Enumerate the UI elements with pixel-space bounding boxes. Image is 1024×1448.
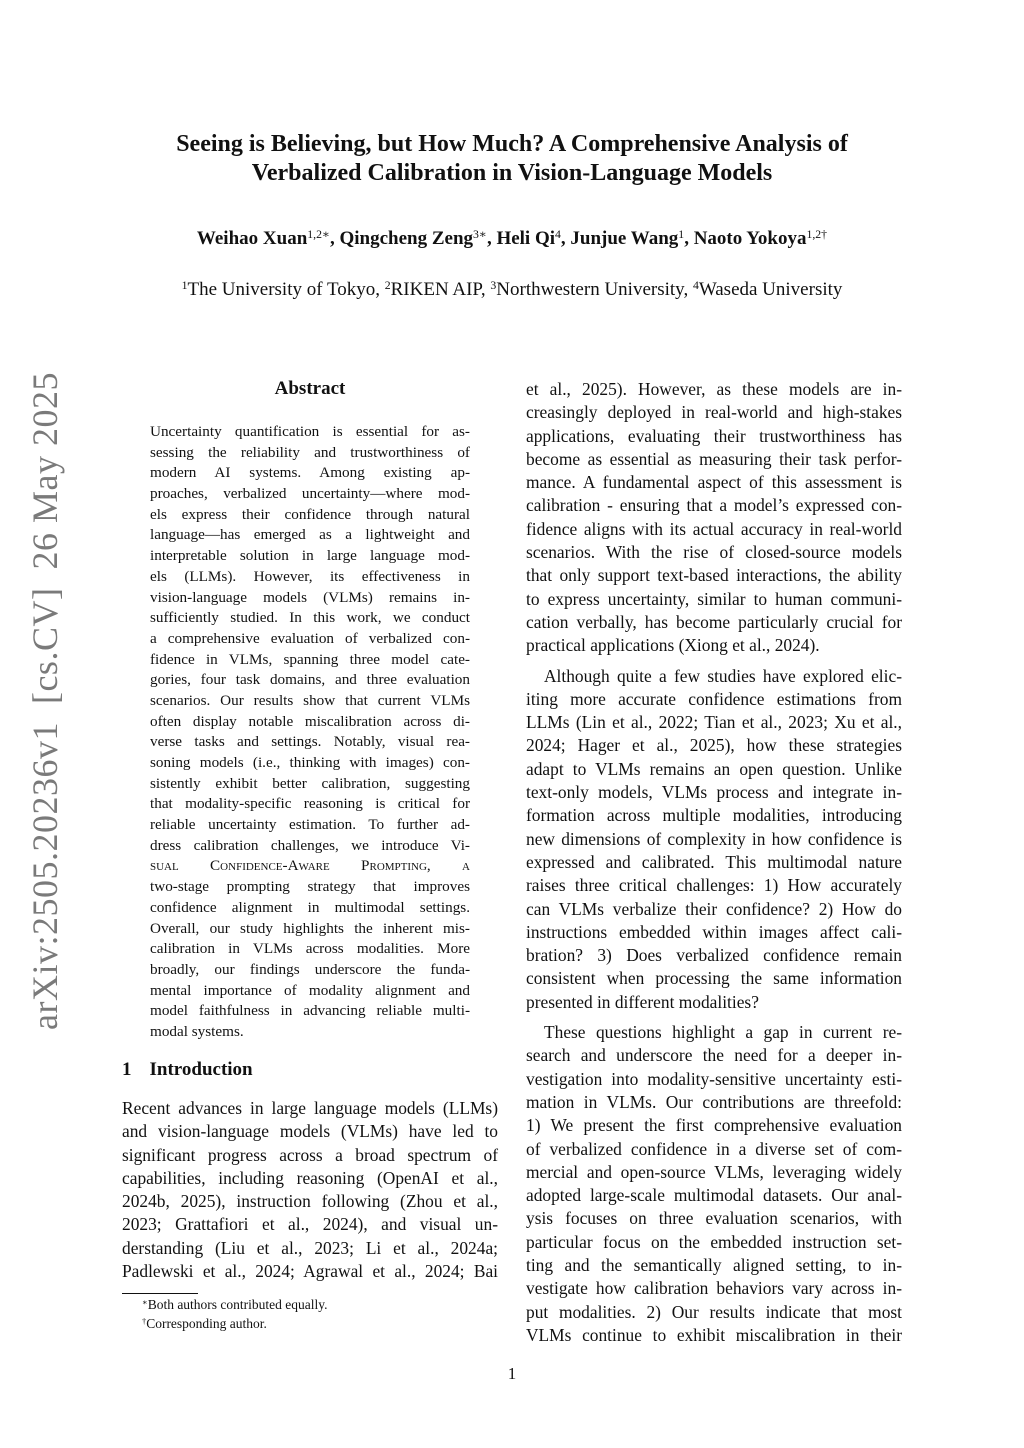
body-line: scenarios. With the rise of closed-source models (526, 542, 902, 563)
abstract-line: two-stage prompting strategy that improves (150, 878, 470, 896)
abstract-line: confidence alignment in multimodal settings. (150, 898, 470, 916)
body-line: particular focus on the embedded instruction set- (526, 1231, 902, 1252)
abstract-line: dress calibration challenges, we introduce Vi- (150, 836, 470, 854)
body-line: can VLMs verbalize their confidence? 2) How do (526, 898, 902, 919)
body-line: put modalities. 2) Our results indicate that most (526, 1301, 902, 1322)
abstract-line: model faithfulness in advancing reliable multi- (150, 1002, 470, 1020)
affil-separator: , (683, 279, 693, 300)
section-title: Introduction (149, 1059, 253, 1080)
body-line: practical applications (Xiong et al., 2024). (526, 635, 820, 656)
body-line: bration? 3) Does verbalized confidence remain (526, 945, 902, 966)
body-line: 1) We present the first comprehensive evaluation (526, 1115, 902, 1136)
intro-line: Recent advances in large language models (LLMs) (122, 1098, 498, 1118)
body-line: that only support text-based interactions, the ability (526, 565, 902, 586)
body-line: consistent when processing the same information (526, 968, 902, 989)
author-affil-mark: 4 (555, 228, 561, 242)
intro-line: 2023; Grattafiori et al., 2024), and visual un- (122, 1214, 498, 1235)
author-name: Qingcheng Zeng (339, 228, 474, 249)
section-number: 1 (122, 1059, 132, 1080)
abstract-line: proaches, verbalized uncertainty—where mod- (150, 485, 470, 503)
body-line: These questions highlight a gap in current re- (544, 1022, 902, 1043)
abstract-line: reliable uncertainty estimation. To further ad- (150, 816, 470, 834)
abstract-line: gories, four task domains, and three evaluation (150, 671, 470, 689)
affil-name: RIKEN AIP (390, 279, 481, 300)
abstract-line: modern AI systems. Among existing ap- (150, 464, 470, 482)
author-name: Heli Qi (496, 228, 556, 249)
author-affil-mark: 1,2† (806, 228, 828, 242)
abstract-line: language—has emerged as a lightweight and (150, 526, 470, 544)
body-line: adopted large-scale multimodal datasets. Our anal- (526, 1185, 902, 1206)
footnote-text: Corresponding author. (146, 1316, 267, 1331)
body-line: mation in VLMs. Our contributions are threefold: (526, 1091, 902, 1112)
abstract-line: soning models (i.e., thinking with images) con- (150, 754, 470, 771)
body-line: mercial and open-source VLMs, leveraging widely (526, 1161, 902, 1182)
abstract-line: sufficiently studied. In this work, we conduct (150, 609, 470, 627)
body-line: calibration - ensuring that a model’s expressed con- (526, 495, 902, 516)
body-line: vestigate how calibration behaviors vary across in- (526, 1278, 902, 1299)
abstract-line: Uncertainty quantification is essential for as- (150, 423, 470, 440)
body-line: ysis focuses on three evaluation scenarios, with (526, 1208, 902, 1229)
affil-mark: 4 (692, 279, 699, 293)
footnote-text: Both authors contributed equally. (147, 1297, 328, 1312)
body-line: instructions embedded within images affect cali- (526, 921, 902, 942)
body-line: text-only models, VLMs process and integrate in- (526, 782, 902, 803)
footnote-rule (122, 1293, 198, 1294)
intro-line: derstanding (Liu et al., 2023; Li et al., 2024a; (122, 1237, 498, 1258)
body-line: adapt to VLMs remains an open question. Unlike (526, 758, 902, 779)
abstract-line: els express their confidence through natural (150, 505, 470, 523)
abstract-line: Overall, our study highlights the inherent mis- (150, 919, 470, 937)
arxiv-date: 26 May 2025 (25, 372, 65, 570)
intro-paragraph (122, 1097, 498, 1283)
author-list (60, 228, 964, 250)
body-line: creasingly deployed in real-world and high-stakes (526, 402, 902, 423)
paragraph (526, 378, 902, 658)
right-column (526, 378, 902, 1347)
author-affil-mark: 1 (678, 228, 685, 242)
affil-name: Waseda University (698, 279, 843, 300)
arxiv-id: arXiv:2505.20236v1 (25, 722, 65, 1030)
abstract-line: broadly, our findings underscore the funda- (150, 960, 470, 978)
arxiv-sidebar-stamp (24, 372, 68, 1030)
body-line: vestigation into modality-sensitive uncertainty esti- (526, 1068, 902, 1089)
intro-line: 2024b, 2025), instruction following (Zhou et al., (122, 1191, 498, 1212)
section-heading (122, 1059, 253, 1081)
author-name: Weihao Xuan (196, 228, 308, 249)
body-line: expressed and calibrated. This multimodal nature (526, 851, 902, 872)
author-name: Junjue Wang (570, 228, 679, 249)
body-line: LLMs (Lin et al., 2022; Tian et al., 2023; Xu et al., (526, 712, 902, 733)
page-number: 1 (507, 1364, 517, 1383)
abstract-line: calibration in VLMs across modalities. More (150, 940, 470, 958)
author-name: Naoto Yokoya (693, 228, 807, 249)
abstract-line: that modality-specific reasoning is critical for (150, 795, 470, 813)
footnote (142, 1316, 267, 1332)
body-line: et al., 2025). However, as these models are in- (526, 379, 902, 399)
affil-name: The University of Tokyo (187, 279, 376, 300)
body-line: fidence aligns with its actual accuracy in real-world (526, 518, 902, 539)
abstract-line: verse tasks and settings. Notably, visual rea- (150, 733, 470, 751)
footnote-mark: ∗ (142, 1297, 148, 1307)
affil-name: Northwestern University (496, 279, 684, 300)
intro-line: capabilities, including reasoning (OpenAI et al., (122, 1167, 498, 1188)
affil-separator: , (480, 279, 491, 300)
abstract-line: fidence in VLMs, spanning three model cate- (150, 650, 470, 668)
body-line: applications, evaluating their trustworthiness has (526, 425, 902, 446)
author-affil-mark: 3∗ (473, 228, 487, 242)
abstract-line: often display notable miscalibration across di- (150, 712, 470, 730)
abstract-line: mental importance of modality alignment and (150, 981, 470, 999)
affil-mark: 3 (490, 279, 497, 293)
body-line: to express uncertainty, similar to human communi- (526, 588, 902, 609)
author-separator: , (329, 228, 340, 249)
abstract-line: sessing the reliability and trustworthiness of (150, 443, 470, 461)
body-line: raises three critical challenges: 1) How accurately (526, 875, 902, 896)
intro-line: Padlewski et al., 2024; Agrawal et al., 2024; Bai (122, 1261, 498, 1282)
paragraph (526, 665, 902, 1014)
intro-line: and vision-language models (VLMs) have led to (122, 1121, 498, 1142)
body-line: cation verbally, has become particularly crucial for (526, 611, 902, 632)
author-separator: , (560, 228, 571, 249)
title-line-2: Verbalized Calibration in Vision-Language Models (251, 160, 773, 186)
abstract-line: vision-language models (VLMs) remains in- (150, 588, 470, 606)
author-affil-mark: 1,2∗ (307, 228, 330, 242)
affil-mark: 2 (384, 279, 391, 293)
body-line: new dimensions of complexity in how confidence is (526, 828, 902, 849)
intro-line: significant progress across a broad spectrum of (122, 1144, 498, 1165)
abstract-line: scenarios. Our results show that current VLMs (150, 691, 470, 709)
body-line: search and underscore the need for a deeper in- (526, 1045, 902, 1066)
abstract-line: a comprehensive evaluation of verbalized con- (150, 629, 470, 647)
body-line: mance. A fundamental aspect of this assessment is (526, 472, 902, 493)
body-line: ting and the semantically aligned setting, to in- (526, 1254, 902, 1275)
abstract-line: modal systems. (150, 1022, 244, 1040)
author-separator: , (684, 228, 694, 249)
arxiv-category: [cs.CV] (25, 587, 65, 705)
abstract-line: els (LLMs). However, its effectiveness in (150, 567, 470, 585)
body-line: become as essential as measuring their task perfor- (526, 448, 902, 469)
body-line: Although quite a few studies have explored elic- (544, 665, 902, 686)
body-line: presented in different modalities? (526, 991, 759, 1012)
abstract-line: sistently exhibit better calibration, suggesting (150, 774, 470, 792)
paper-title (100, 130, 924, 188)
footnote-mark: † (142, 1316, 147, 1326)
affiliation-list (60, 279, 964, 301)
body-line: iting more accurate confidence estimations from (526, 688, 902, 709)
affil-mark: 1 (181, 279, 188, 293)
paragraph (526, 1021, 902, 1347)
author-separator: , (486, 228, 497, 249)
body-line: of verbalized confidence in a diverse set of com- (526, 1138, 902, 1159)
abstract-body (150, 422, 470, 1043)
title-line-1: Seeing is Believing, but How Much? A Comprehensive Analysis of (176, 131, 848, 157)
affil-separator: , (375, 279, 385, 300)
abstract-line: sual Confidence-Aware Prompting, a (150, 857, 470, 875)
body-line: formation across multiple modalities, introducing (526, 805, 902, 826)
body-line: VLMs continue to exhibit miscalibration in their (526, 1324, 902, 1345)
paragraph-gap (526, 658, 902, 665)
abstract-heading: Abstract (274, 378, 346, 399)
abstract-line: interpretable solution in large language mod- (150, 547, 470, 565)
paragraph-gap (526, 1014, 902, 1021)
footnote (142, 1297, 328, 1313)
body-line: 2024; Hager et al., 2025), how these strategies (526, 735, 902, 756)
